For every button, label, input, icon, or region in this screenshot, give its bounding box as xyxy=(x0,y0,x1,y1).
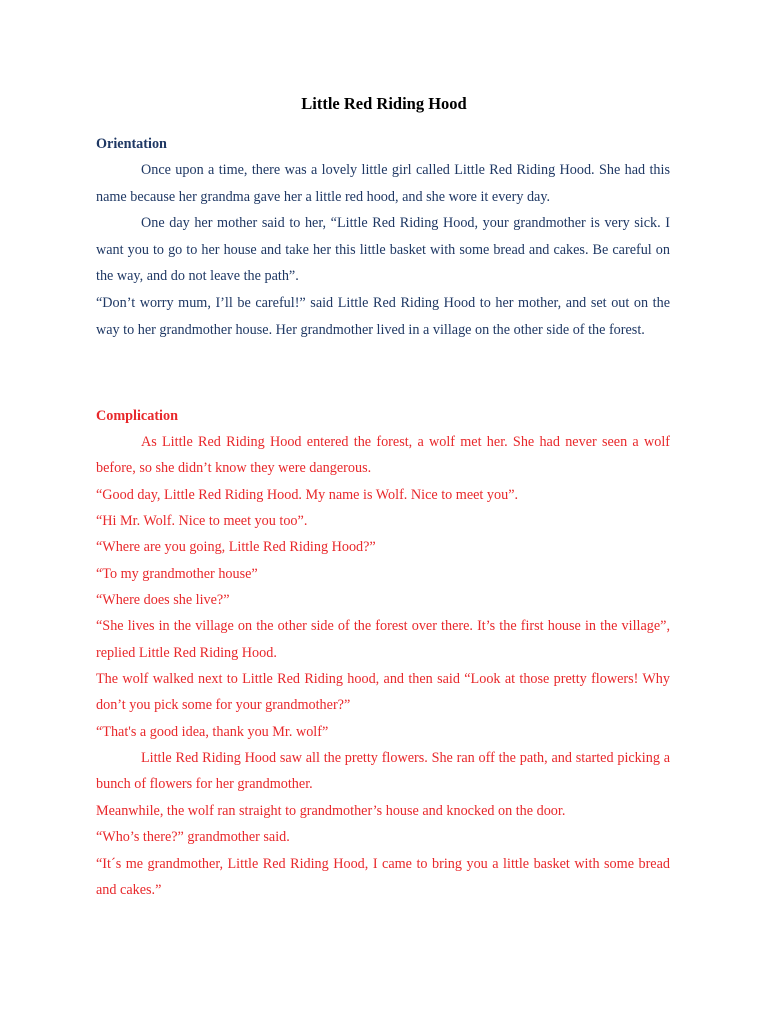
complication-paragraph: The wolf walked next to Little Red Riding hood, and then said “Look at those pretty flowers! Why don’t you pick some for your grandmother?” xyxy=(96,671,670,714)
page-title: Little Red Riding Hood xyxy=(301,94,467,113)
orientation-paragraph: Once upon a time, there was a lovely little girl called Little Red Riding Hood. She had this name because her grandma gave her a little red hood, and she wore it every day. xyxy=(96,162,670,205)
complication-paragraph: “She lives in the village on the other side of the forest over there. It’s the first house in the village”, replied Little Red Riding Hood. xyxy=(96,618,670,661)
complication-heading: Complication xyxy=(96,408,178,424)
orientation-section xyxy=(96,131,670,343)
complication-section xyxy=(96,403,670,903)
complication-paragraph: “That's a good idea, thank you Mr. wolf” xyxy=(96,723,329,740)
complication-paragraph: As Little Red Riding Hood entered the forest, a wolf met her. She had never seen a wolf before, so she didn’t know they were dangerous. xyxy=(96,434,670,477)
complication-paragraph: “Who’s there?” grandmother said. xyxy=(96,829,290,846)
complication-paragraph: Little Red Riding Hood saw all the pretty flowers. She ran off the path, and started picking a bunch of flowers for her grandmother. xyxy=(96,750,670,793)
complication-paragraph: “Good day, Little Red Riding Hood. My name is Wolf. Nice to meet you”. xyxy=(96,486,519,503)
complication-paragraph: “To my grandmother house” xyxy=(96,565,258,582)
complication-paragraph: “Hi Mr. Wolf. Nice to meet you too”. xyxy=(96,513,308,530)
complication-paragraph: Meanwhile, the wolf ran straight to grandmother’s house and knocked on the door. xyxy=(96,802,566,819)
orientation-heading: Orientation xyxy=(96,136,167,152)
complication-paragraph: “It´s me grandmother, Little Red Riding Hood, I came to bring you a little basket with some bread and cakes.” xyxy=(96,855,670,898)
orientation-paragraph: One day her mother said to her, “Little Red Riding Hood, your grandmother is very sick. I want you to go to her house and take her this little basket with some bread and cakes. Be careful on the way, and do not leave the path”. xyxy=(96,215,670,285)
complication-paragraph: “Where are you going, Little Red Riding Hood?” xyxy=(96,539,376,556)
complication-paragraph: “Where does she live?” xyxy=(96,592,230,609)
orientation-paragraph: “Don’t worry mum, I’ll be careful!” said Little Red Riding Hood to her mother, and set out on the way to her grandmother house. Her grandmother lived in a village on the other side of the forest. xyxy=(96,294,670,338)
